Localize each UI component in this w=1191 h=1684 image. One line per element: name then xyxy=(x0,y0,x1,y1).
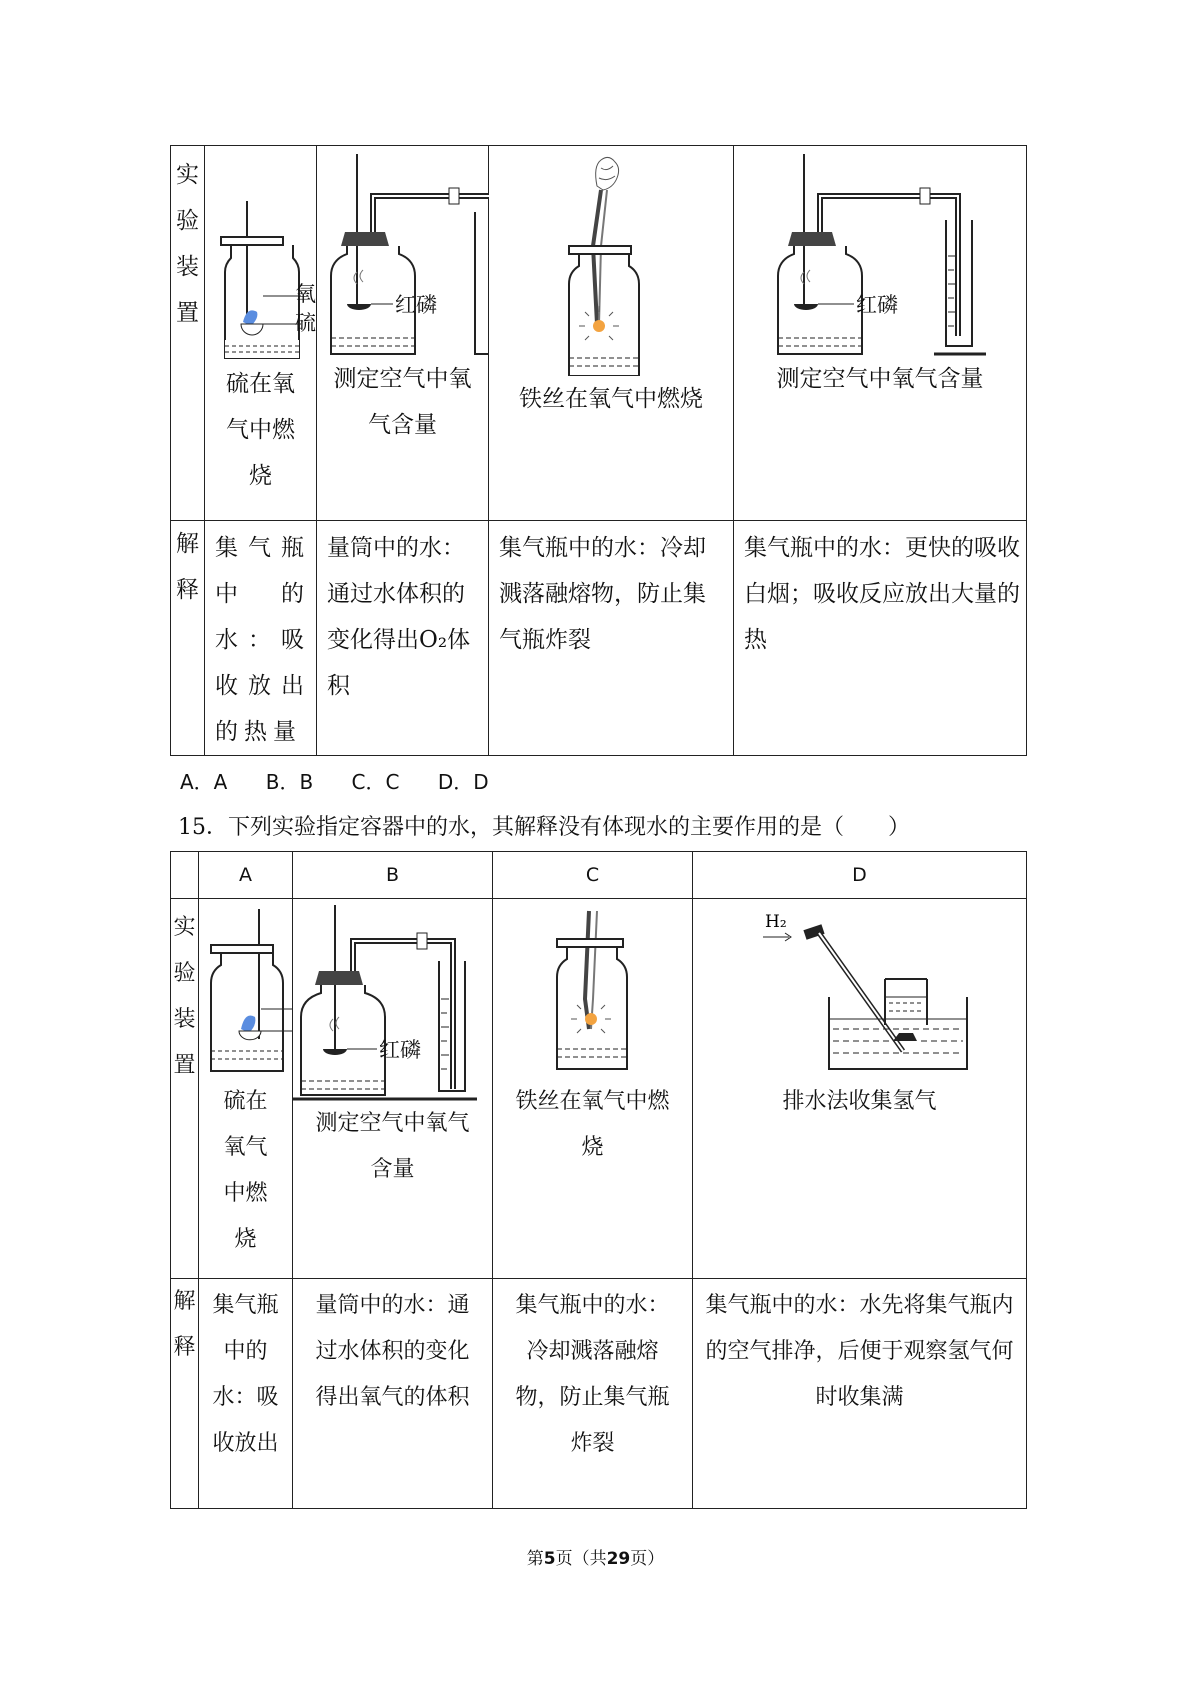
setup-cell-c xyxy=(493,899,693,1279)
label-red-phosphorus: 红磷 xyxy=(395,293,437,317)
label-sulfur: 硫 xyxy=(295,311,316,335)
option-c[interactable]: C．C xyxy=(351,770,400,794)
explain-cell-b: 量筒中的水：通过水体积的变化得出氧气的体积 xyxy=(293,1279,493,1509)
row-label-setup: 实 验 装 置 xyxy=(171,146,205,521)
explain-cell-4: 集气瓶中的水：更快的吸收白烟；吸收反应放出大量的热 xyxy=(734,521,1027,756)
label-red-phosphorus: 红磷 xyxy=(379,1038,421,1062)
header-c: C xyxy=(493,852,693,899)
page-number: 5 xyxy=(543,1549,556,1569)
setup-caption: 硫在氧气中燃烧 xyxy=(223,1089,268,1252)
option-a[interactable]: A．A xyxy=(180,770,228,794)
page-footer: 第5页（共29页） xyxy=(526,1549,665,1569)
iron-wire-diagram xyxy=(489,146,734,376)
header-blank xyxy=(171,852,199,899)
red-phosphorus-cylinder-diagram xyxy=(734,146,1027,356)
label-red-phosphorus: 红磷 xyxy=(856,293,898,317)
setup-cell-a xyxy=(199,899,293,1279)
red-phosphorus-diagram xyxy=(293,899,493,1101)
explain-cell-d: 集气瓶中的水：水先将集气瓶内的空气排净，后便于观察氢气何时收集满 xyxy=(693,1279,1027,1509)
red-phosphorus-diagram xyxy=(317,146,489,356)
explain-cell-3: 集气瓶中的水：冷却溅落融熔物，防止集气瓶炸裂 xyxy=(489,521,734,756)
explain-cell-1: 集气瓶中的水：吸收放出的热量 xyxy=(205,521,317,756)
sulfur-burning-diagram xyxy=(199,899,293,1079)
row-label-explain: 解 释 xyxy=(171,521,205,756)
label-hydrogen: H₂ xyxy=(765,912,787,932)
header-d: D xyxy=(693,852,1027,899)
setup-cell-b xyxy=(293,899,493,1279)
setup-cell-d xyxy=(693,899,1027,1279)
explain-cell-2: 量筒中的水：通过水体积的变化得出O₂体积 xyxy=(317,521,489,756)
explain-cell-c: 集气瓶中的水：冷却溅落融熔物，防止集气瓶炸裂 xyxy=(493,1279,693,1509)
experiment-table-1 xyxy=(170,145,1027,756)
experiment-table-2 xyxy=(170,851,1027,1509)
setup-cell-3 xyxy=(489,146,734,521)
setup-caption: 铁丝在氧气中燃烧 xyxy=(519,386,703,412)
hydrogen-collection-diagram xyxy=(693,899,1027,1079)
row-label-setup: 实 验 装 置 xyxy=(171,899,199,1279)
question-15: 15．下列实验指定容器中的水，其解释没有体现水的主要作用的是（ ） xyxy=(178,815,910,840)
setup-cell-1 xyxy=(205,146,317,521)
label-oxygen: 氧 xyxy=(295,282,316,306)
setup-caption: 测定空气中氧气含量 xyxy=(333,366,472,438)
setup-caption: 测定空气中氧气含量 xyxy=(776,366,984,392)
total-pages: 29 xyxy=(606,1549,631,1569)
setup-cell-2 xyxy=(317,146,489,521)
setup-caption: 铁丝在氧气中燃烧 xyxy=(515,1089,670,1160)
header-b: B xyxy=(293,852,493,899)
setup-caption: 排水法收集氢气 xyxy=(782,1089,937,1114)
iron-wire-diagram xyxy=(493,899,693,1079)
setup-caption: 硫在氧气中燃烧 xyxy=(226,371,295,489)
header-a: A xyxy=(199,852,293,899)
setup-cell-4 xyxy=(734,146,1027,521)
explain-cell-a: 集气瓶中的水：吸收放出 xyxy=(199,1279,293,1509)
row-label-explain: 解 释 xyxy=(171,1279,199,1509)
option-d[interactable]: D．D xyxy=(437,770,489,794)
answer-options xyxy=(180,766,521,795)
option-b[interactable]: B．B xyxy=(265,770,314,794)
sulfur-burning-diagram xyxy=(205,146,317,361)
setup-caption: 测定空气中氧气含量 xyxy=(315,1111,470,1182)
